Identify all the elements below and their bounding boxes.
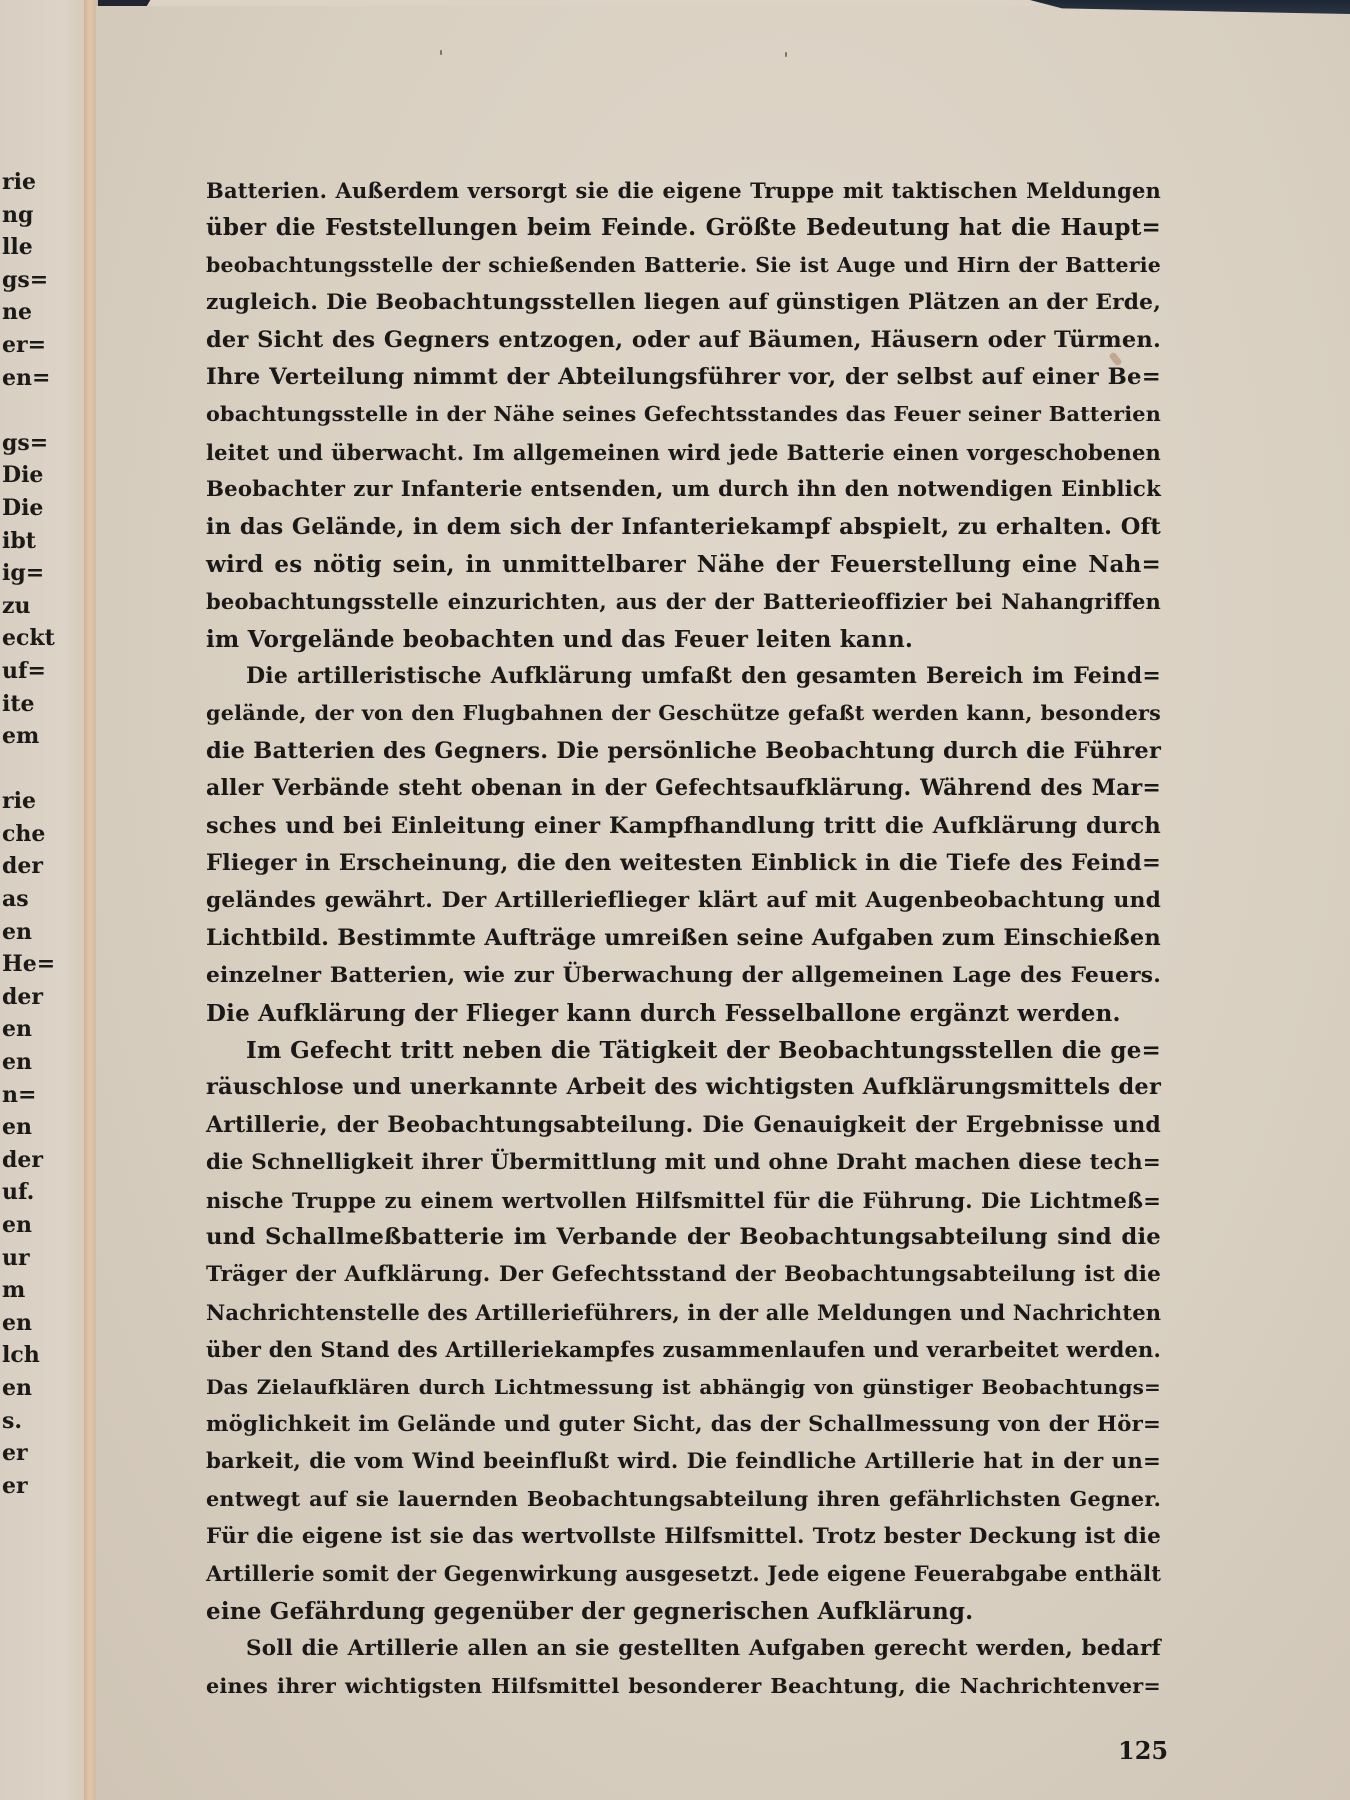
left-page-fragment: Die: [2, 462, 44, 489]
left-page-fragment: der: [2, 853, 43, 880]
text-line: der Sicht des Gegners entzogen, oder auf Bäumen, Häusern oder Türmen.: [206, 326, 1161, 353]
text-line: beobachtungsstelle einzurichten, aus der der Batterieoffizier bei Nahangriffen: [206, 589, 1161, 615]
paper-speck: [785, 52, 787, 57]
text-line: über den Stand des Artilleriekampfes zusammenlaufen und verarbeitet werden.: [206, 1337, 1161, 1363]
text-line: Im Gefecht tritt neben die Tätigkeit der Beobachtungsstellen die ge=: [246, 1036, 1161, 1064]
text-line: beobachtungsstelle der schießenden Batterie. Sie ist Auge und Hirn der Batterie: [206, 252, 1161, 277]
left-page-fragment: as: [2, 886, 29, 913]
text-line: Die artilleristische Aufklärung umfaßt den gesamten Bereich im Feind=: [246, 663, 1161, 690]
left-page-fragment: rie: [2, 169, 36, 195]
left-page-fragment: ng: [2, 201, 34, 228]
text-line: Flieger in Erscheinung, die den weitesten Einblick in die Tiefe des Feind=: [206, 850, 1161, 877]
left-page-fragment: gs=: [2, 429, 49, 456]
left-page-fragment: en: [2, 918, 32, 945]
text-line: Soll die Artillerie allen an sie gestellten Aufgaben gerecht werden, bedarf: [246, 1636, 1161, 1662]
left-page-fragment: en: [2, 1374, 32, 1401]
text-line: wird es nötig sein, in unmittelbarer Nähe der Feuerstellung eine Nah=: [206, 550, 1161, 578]
left-page-fragment: en=: [2, 364, 51, 391]
left-page-fragment: zu: [2, 592, 31, 619]
left-page-fragment: [0, 394, 84, 427]
text-line: über die Feststellungen beim Feinde. Größte Bedeutung hat die Haupt=: [206, 214, 1161, 242]
left-page-fragment: en: [2, 1049, 32, 1076]
left-page-fragment: ibt: [2, 527, 36, 554]
left-page-fragment: em: [2, 723, 40, 750]
left-page-fragment: uf.: [2, 1179, 35, 1206]
left-page-fragment: He=: [2, 951, 56, 978]
left-page-fragment: Die: [2, 494, 44, 521]
text-line: und Schallmeßbatterie im Verbande der Beobachtungsabteilung sind die: [206, 1223, 1161, 1250]
left-page-fragment: er: [2, 1440, 28, 1467]
left-page-fragment: [0, 753, 84, 786]
text-line: Die Aufklärung der Flieger kann durch Fesselballone ergänzt werden.: [206, 999, 1121, 1027]
text-line: Beobachter zur Infanterie entsenden, um durch ihn den notwendigen Einblick: [206, 477, 1161, 503]
text-line: Träger der Aufklärung. Der Gefechtsstand der Beobachtungsabteilung ist die: [206, 1262, 1161, 1288]
text-line: Das Zielaufklären durch Lichtmessung ist abhängig von günstiger Beobachtungs=: [206, 1374, 1161, 1399]
left-page-fragment: en: [2, 1212, 32, 1238]
left-page-fragment: ur: [2, 1244, 30, 1271]
text-line: leitet und überwacht. Im allgemeinen wird jede Batterie einen vorgeschobenen: [206, 439, 1161, 465]
left-page-fragment: che: [2, 820, 46, 847]
left-page-fragment: gs=: [2, 266, 49, 293]
left-page-fragment: s.: [2, 1407, 23, 1434]
text-line: zugleich. Die Beobachtungsstellen liegen auf günstigen Plätzen an der Erde,: [206, 290, 1161, 316]
text-line: obachtungsstelle in der Nähe seines Gefechtsstandes das Feuer seiner Batterien: [206, 402, 1161, 427]
paper-speck: [440, 50, 442, 55]
text-line: räuschlose und unerkannte Arbeit des wichtigsten Aufklärungsmittels der: [206, 1074, 1161, 1101]
left-page-fragment: lch: [2, 1342, 40, 1369]
left-page-fragment: rie: [2, 788, 36, 815]
left-page-fragment: m: [2, 1277, 26, 1304]
text-line: einzelner Batterien, wie zur Überwachung der allgemeinen Lage des Feuers.: [206, 963, 1161, 989]
left-page-fragment: uf=: [2, 657, 46, 684]
text-line: geländes gewährt. Der Artillerieflieger klärt auf mit Augenbeobachtung und: [206, 888, 1161, 914]
body-text: [206, 172, 1161, 1705]
left-page-fragment: ig=: [2, 560, 45, 587]
left-page-fragment: er: [2, 1472, 28, 1499]
text-line: aller Verbände steht obenan in der Gefechtsaufklärung. Während des Mar=: [206, 775, 1161, 802]
left-page-fragment: der: [2, 983, 43, 1010]
left-page-text-fragments: [0, 166, 84, 1502]
text-line: Artillerie somit der Gegenwirkung ausgesetzt. Jede eigene Feuerabgabe enthält: [206, 1561, 1162, 1587]
text-line: die Schnelligkeit ihrer Übermittlung mit und ohne Draht machen diese tech=: [206, 1150, 1161, 1176]
text-line: nische Truppe zu einem wertvollen Hilfsmittel für die Führung. Die Lichtmeß=: [206, 1187, 1161, 1213]
left-page-fragment: n=: [2, 1081, 37, 1108]
left-page-fragment: er=: [2, 331, 47, 358]
left-facing-page: [0, 0, 92, 1800]
left-page-fragment: en: [2, 1016, 32, 1043]
text-line: Artillerie, der Beobachtungsabteilung. Die Genauigkeit der Ergebnisse und: [206, 1111, 1161, 1138]
text-line: sches und bei Einleitung einer Kampfhandlung tritt die Aufklärung durch: [206, 812, 1161, 839]
text-line: barkeit, die vom Wind beeinflußt wird. Die feindliche Artillerie hat in der un=: [206, 1449, 1161, 1475]
left-page-fragment: en: [2, 1309, 32, 1336]
left-page-fragment: der: [2, 1146, 43, 1173]
left-page-fragment: eckt: [2, 625, 55, 652]
left-page-fragment: ite: [2, 690, 35, 717]
text-line: in das Gelände, in dem sich der Infanteriekampf abspielt, zu erhalten. Oft: [206, 513, 1161, 540]
text-line: entwegt auf sie lauernden Beobachtungsabteilung ihren gefährlichsten Gegner.: [206, 1486, 1161, 1511]
text-line: Nachrichtenstelle des Artillerieführers, in der alle Meldungen und Nachrichten: [206, 1299, 1162, 1325]
left-page-fragment: lle: [2, 234, 33, 261]
page-number: 125: [1118, 1736, 1169, 1765]
left-page-fragment: ne: [2, 299, 32, 326]
text-line: Ihre Verteilung nimmt der Abteilungsführer vor, der selbst auf einer Be=: [206, 363, 1161, 390]
text-line: möglichkeit im Gelände und guter Sicht, das der Schallmessung von der Hör=: [206, 1411, 1161, 1437]
text-line: im Vorgelände beobachten und das Feuer leiten kann.: [206, 625, 914, 653]
text-line: Lichtbild. Bestimmte Aufträge umreißen seine Aufgaben zum Einschießen: [206, 924, 1161, 951]
text-line: eines ihrer wichtigsten Hilfsmittel besonderer Beachtung, die Nachrichtenver=: [206, 1673, 1161, 1698]
text-line: eine Gefährdung gegenüber der gegnerischen Aufklärung.: [206, 1597, 974, 1625]
left-page-fragment: en: [2, 1114, 32, 1141]
text-line: Batterien. Außerdem versorgt sie die eigene Truppe mit taktischen Meldungen: [206, 178, 1161, 203]
text-line: die Batterien des Gegners. Die persönliche Beobachtung durch die Führer: [206, 737, 1161, 764]
text-line: gelände, der von den Flugbahnen der Geschütze gefaßt werden kann, besonders: [206, 701, 1161, 726]
text-line: Für die eigene ist sie das wertvollste Hilfsmittel. Trotz bester Deckung ist die: [206, 1524, 1161, 1550]
